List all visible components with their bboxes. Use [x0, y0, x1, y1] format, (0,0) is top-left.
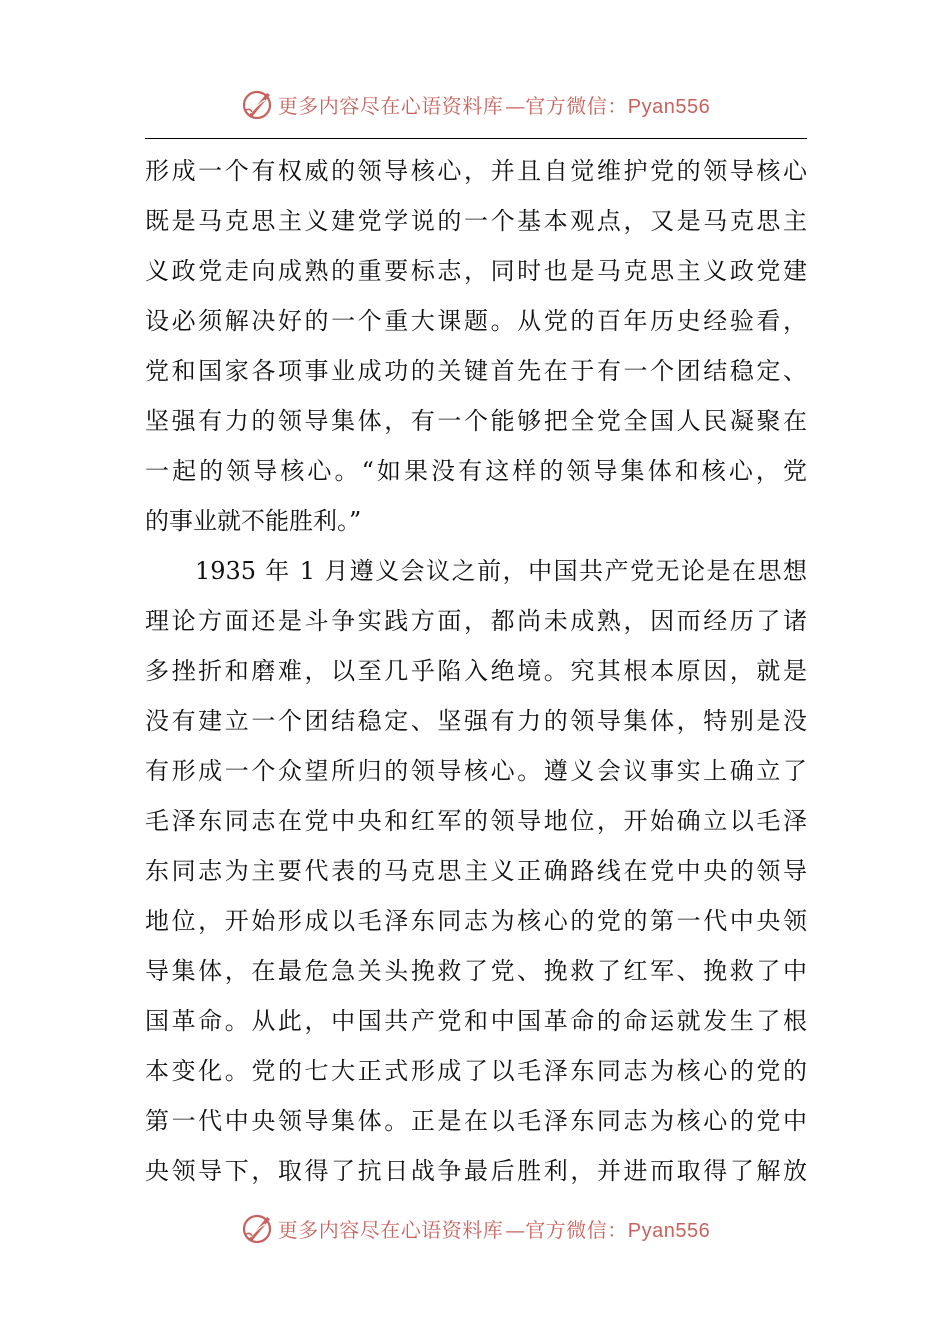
paragraph-2	[145, 546, 807, 1196]
header-account-label: 官方微信：	[525, 93, 628, 118]
text-line: 党和国家各项事业成功的关键首先在于有一个团结稳定、	[145, 357, 807, 385]
text-line: 第一代中央领导集体。正是在以毛泽东同志为核心的党中	[145, 1107, 807, 1135]
footer-account-label: 官方微信：	[525, 1217, 628, 1242]
footer-banner	[0, 1208, 950, 1248]
text-line: 坚强有力的领导集体，有一个能够把全党全国人民凝聚在	[145, 407, 807, 435]
quill-logo-icon	[240, 1210, 276, 1246]
header-text	[278, 90, 710, 119]
header-main-text: 更多内容尽在心语资料库	[277, 93, 504, 118]
paragraph-1	[145, 146, 807, 546]
text-line: 地位，开始形成以毛泽东同志为核心的党的第一代中央领	[145, 907, 807, 935]
text-line: 一起的领导核心。“如果没有这样的领导集体和核心，党	[145, 457, 807, 485]
text-line: 央领导下，取得了抗日战争最后胜利，并进而取得了解放	[145, 1157, 807, 1185]
text-line: 义政党走向成熟的重要标志，同时也是马克思主义政党建	[145, 257, 807, 285]
text-line: 有形成一个众望所归的领导核心。遵义会议事实上确立了	[145, 757, 807, 785]
footer-separator: —	[505, 1217, 524, 1242]
header-banner	[0, 84, 950, 124]
text-line: 设必须解决好的一个重大课题。从党的百年历史经验看，	[145, 307, 807, 335]
footer-main-text: 更多内容尽在心语资料库	[277, 1217, 504, 1242]
text-line: 的事业就不能胜利。”	[145, 507, 362, 535]
text-line: 1935 年 1 月遵义会议之前，中国共产党无论是在思想	[195, 557, 807, 585]
text-line: 没有建立一个团结稳定、坚强有力的领导集体，特别是没	[145, 707, 807, 735]
text-line: 国革命。从此，中国共产党和中国革命的命运就发生了根	[145, 1007, 807, 1035]
text-line: 理论方面还是斗争实践方面，都尚未成熟，因而经历了诸	[145, 607, 807, 635]
header-rule	[145, 138, 807, 139]
text-line: 多挫折和磨难，以至几乎陷入绝境。究其根本原因，就是	[145, 657, 807, 685]
quill-logo-icon	[240, 86, 276, 122]
footer-text	[278, 1214, 710, 1243]
text-line: 既是马克思主义建党学说的一个基本观点，又是马克思主	[145, 207, 807, 235]
header-separator: —	[505, 93, 524, 118]
footer-wechat-handle: Pyan556	[627, 1219, 711, 1242]
header-wechat-handle: Pyan556	[627, 95, 711, 118]
text-line: 形成一个有权威的领导核心，并且自觉维护党的领导核心	[145, 157, 807, 185]
text-line: 毛泽东同志在党中央和红军的领导地位，开始确立以毛泽	[145, 807, 807, 835]
text-line: 导集体，在最危急关头挽救了党、挽救了红军、挽救了中	[145, 957, 807, 985]
body-text	[145, 146, 807, 1196]
text-line: 本变化。党的七大正式形成了以毛泽东同志为核心的党的	[145, 1057, 807, 1085]
text-line: 东同志为主要代表的马克思主义正确路线在党中央的领导	[145, 857, 807, 885]
